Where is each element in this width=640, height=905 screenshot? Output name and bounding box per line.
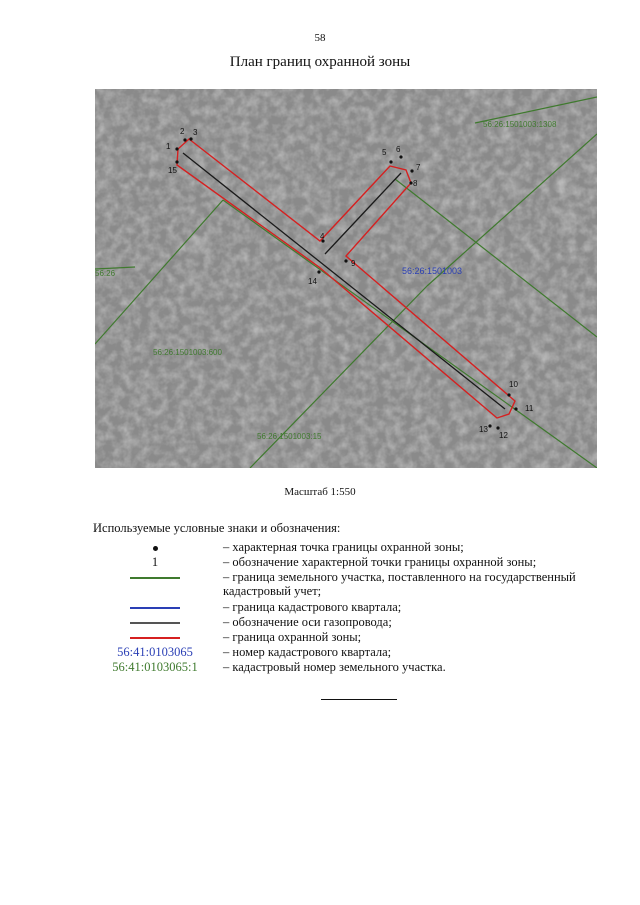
boundary-point-marker [507,393,510,396]
page-number: 58 [314,32,326,44]
point-label: 14 [308,277,317,286]
boundary-point-marker [514,407,517,410]
map-frame [95,89,597,468]
boundary-point-marker [344,259,347,262]
point-label: 9 [351,259,356,268]
point-label: 2 [180,127,185,136]
point-label: 1 [166,142,171,151]
point-dot-icon [153,546,158,551]
point-label: 6 [396,145,401,154]
legend-symbol [95,600,215,614]
parcel-number-label: 56:26 [95,269,116,278]
boundary-point-marker [317,270,320,273]
boundary-map [95,89,597,468]
boundary-point-marker [399,155,402,158]
parcel-number-label: 56:26:1501003:1308 [483,120,557,129]
quarter-line-icon [130,607,180,609]
scale-label: Масштаб 1:550 [284,486,356,498]
legend-description: – характерная точка границы охранной зоны; [223,540,464,554]
legend-description: – граница охранной зоны; [223,630,362,644]
legend-title: Используемые условные знаки и обозначения: [93,521,341,535]
legend-description: – кадастровый номер земельного участка. [223,660,446,674]
boundary-point-marker [496,426,499,429]
point-label: 10 [509,380,518,389]
legend-symbol [95,570,215,584]
point-label: 8 [413,179,418,188]
point-label: 12 [499,431,508,440]
legend-symbol [95,615,215,629]
legend-symbol: 56:41:0103065 [117,645,193,659]
legend-description: – граница земельного участка, поставленного на государственный кадастровый учет; [223,570,576,598]
point-label: 13 [479,425,488,434]
parcel-number-label: 56:26:1501003:600 [153,348,222,357]
legend-description: – обозначение оси газопровода; [223,615,392,629]
zone-line-icon [130,637,180,639]
point-label: 5 [382,148,387,157]
legend-description: – номер кадастрового квартала; [223,645,392,659]
footer-rule [321,699,397,700]
quarter-number-label: 56:26:1501003 [402,266,463,276]
point-label: 11 [525,404,534,413]
boundary-point-marker [389,160,392,163]
legend-description: – обозначение характерной точки границы охранной зоны; [223,555,537,569]
boundary-point-marker [183,138,186,141]
legend-symbol: 56:41:0103065:1 [112,660,198,674]
plan-title: План границ охранной зоны [229,54,411,70]
boundary-point-marker [189,137,192,140]
parcel-number-label: 56:26:1501003:15 [257,432,322,441]
point-label: 7 [416,163,421,172]
legend-description: – граница кадастрового квартала; [223,600,402,614]
legend-symbol [95,540,215,554]
legend-symbol: 1 [151,555,159,569]
parcel-line-icon [130,577,180,579]
point-label: 15 [168,166,177,175]
boundary-point-marker [175,147,178,150]
axis-line-icon [130,622,180,624]
boundary-point-marker [410,169,413,172]
legend-symbol [95,630,215,644]
boundary-point-marker [175,160,178,163]
point-label: 3 [193,128,198,137]
boundary-point-marker [488,424,491,427]
point-label: 4 [320,232,325,241]
